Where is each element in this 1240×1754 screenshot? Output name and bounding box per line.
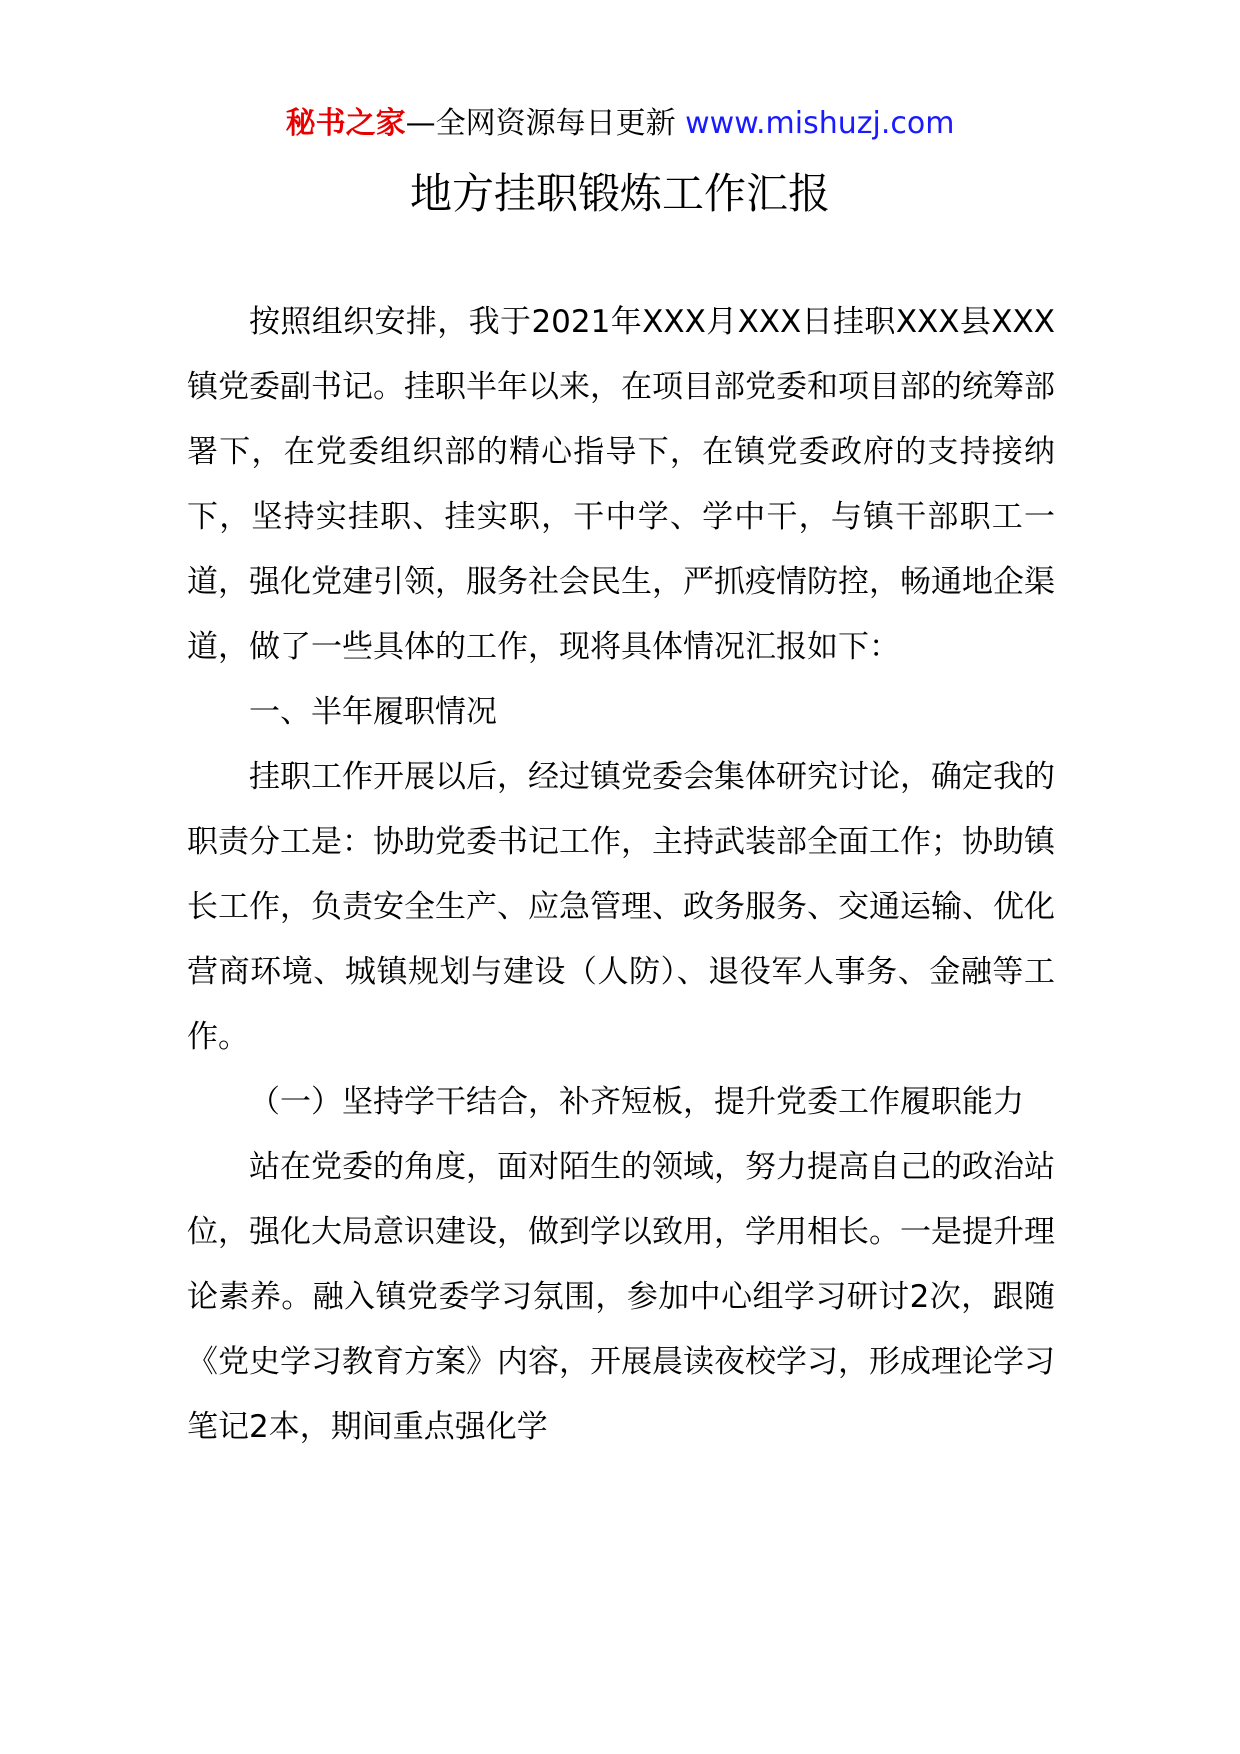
header-slogan: —全网资源每日更新 [405, 106, 676, 141]
brand-name: 秘书之家 [285, 106, 406, 141]
study-paragraph: 站在党委的角度，面对陌生的领域，努力提高自己的政治站位，强化大局意识建设，做到学以致用，学用相长。一是提升理论素养。融入镇党委学习氛围，参加中心组学习研讨2次，跟随《党史学习教育方案》内容，开展晨读夜校学习，形成理论学习笔记2本，期间重点强化学 [187, 1149, 1055, 1445]
duties-paragraph: 挂职工作开展以后，经过镇党委会集体研究讨论，确定我的职责分工是：协助党委书记工作，主持武装部全面工作；协助镇长工作，负责安全生产、应急管理、政务服务、交通运输、优化营商环境、城镇规划与建设（人防）、退役军人事务、金融等工作。 [187, 759, 1055, 1055]
site-header [0, 104, 1240, 144]
site-url-link[interactable]: www.mishuzj.com [685, 106, 955, 141]
document-body [187, 290, 1055, 1460]
section-heading-1: 一、半年履职情况 [249, 694, 497, 730]
intro-paragraph: 按照组织安排，我于2021年XXX月XXX日挂职XXX县XXX镇党委副书记。挂职半年以来，在项目部党委和项目部的统筹部署下，在党委组织部的精心指导下，在镇党委政府的支持接纳下，坚持实挂职、挂实职，干中学、学中干，与镇干部职工一道，强化党建引领，服务社会民生，严抓疫情防控，畅通地企渠道，做了一些具体的工作，现将具体情况汇报如下： [187, 304, 1055, 665]
subsection-heading-1: （一）坚持学干结合，补齐短板，提升党委工作履职能力 [249, 1084, 1024, 1120]
document-title: 地方挂职锻炼工作汇报 [409, 169, 830, 218]
